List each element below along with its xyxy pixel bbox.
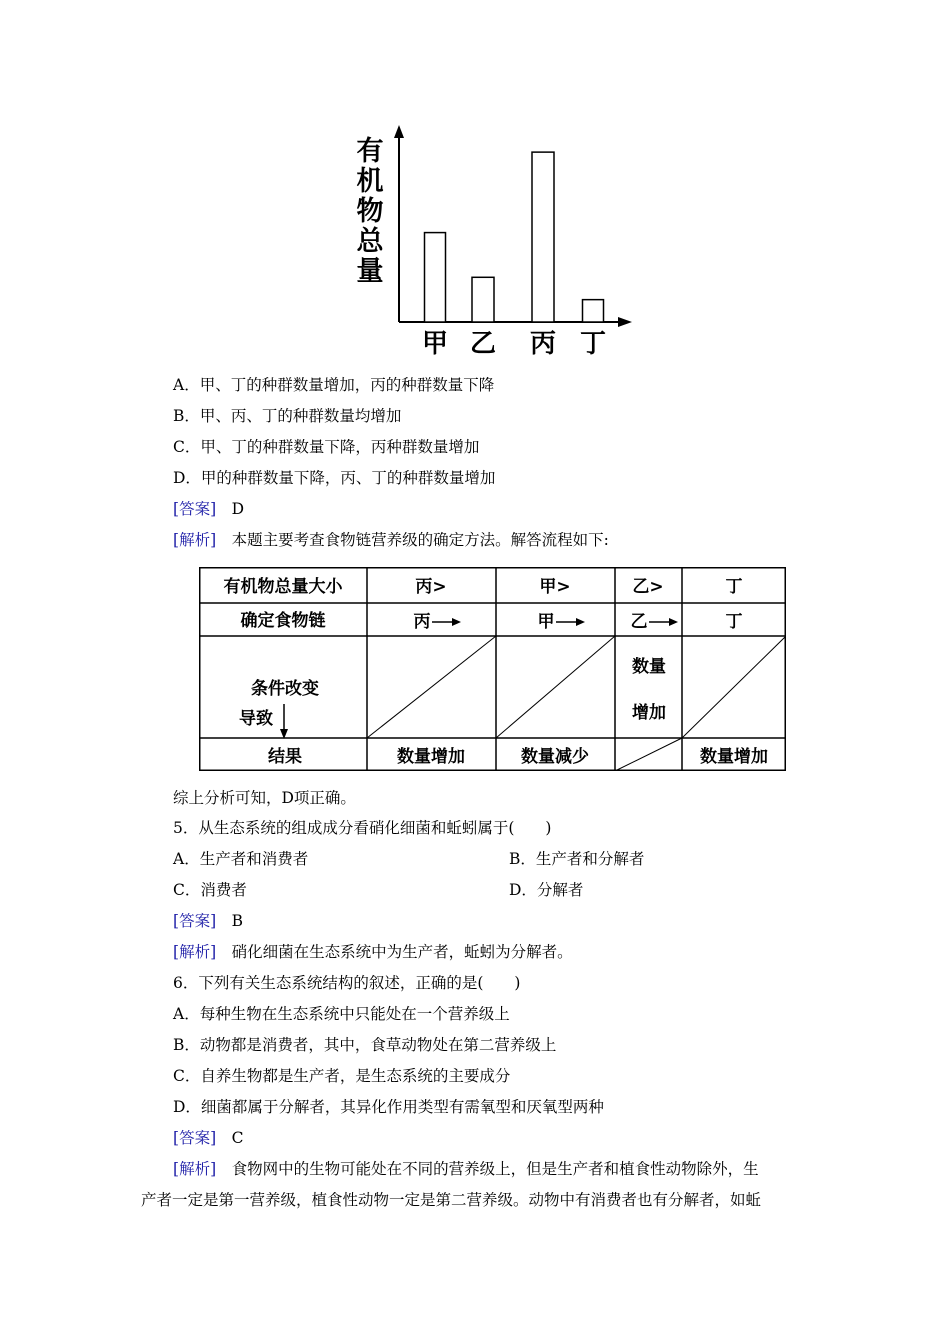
y-axis-label-char: 机 (356, 166, 384, 197)
answer-tag: [ 答案 ] (173, 1129, 216, 1147)
y-axis-label (357, 136, 385, 287)
bar-乙 (472, 277, 494, 322)
x-tick-label: 乙 (469, 329, 497, 359)
row4-label: 结果 (268, 747, 302, 767)
row4-cell: 数量减少 (521, 747, 589, 767)
q6-answer (173, 1128, 244, 1148)
q5-analysis (173, 942, 573, 962)
x-tick-label: 丁 (579, 329, 607, 359)
q5-option-a: A．生产者和消费者 (173, 850, 309, 868)
chain-arrow-head (576, 618, 585, 626)
q4-conclusion: 综上分析可知，D项正确。 (173, 789, 356, 807)
q4-option-d: D．甲的种群数量下降，丙、丁的种群数量增加 (173, 469, 496, 487)
row2-label: 确定食物链 (240, 611, 326, 631)
bar-chart (350, 120, 650, 365)
analysis-tag: [ 解析 ] (173, 943, 216, 961)
x-axis-arrow (618, 317, 632, 327)
analysis-text: 本题主要考查食物链营养级的确定方法。解答流程如下: (231, 531, 609, 549)
analysis-tag: [ 解析 ] (173, 531, 216, 549)
row1-cell: 乙> (632, 577, 664, 597)
bar-丁 (583, 300, 604, 322)
q4-option-a: A．甲、丁的种群数量增加，丙的种群数量下降 (173, 376, 495, 394)
row1-label: 有机物总量大小 (223, 577, 343, 597)
row3-label-a: 条件改变 (251, 679, 319, 699)
row2-cell: 甲 (537, 612, 555, 632)
y-axis-label-char: 总 (356, 226, 384, 257)
q6-analysis-line1 (173, 1159, 759, 1179)
row1-cell: 甲> (539, 577, 571, 597)
q5-answer (173, 911, 243, 931)
y-axis-label-char: 物 (356, 196, 384, 227)
answer-value: C (231, 1129, 244, 1147)
x-tick-label: 丙 (529, 329, 557, 359)
q5-stem: 5．从生态系统的组成成分看硝化细菌和蚯蚓属于( ) (173, 819, 552, 837)
q5-option-d: D．分解者 (509, 881, 584, 899)
y-axis-label-char: 有 (356, 136, 384, 167)
empty-cell-diagonal (682, 636, 786, 738)
answer-value: D (231, 500, 245, 518)
q5-option-b: B．生产者和分解者 (509, 850, 645, 868)
bar-丙 (532, 152, 554, 322)
y-axis-label-char: 量 (356, 256, 384, 287)
q6-stem: 6．下列有关生态系统结构的叙述，正确的是( ) (173, 974, 521, 992)
q4-option-b: B．甲、丙、丁的种群数量均增加 (173, 407, 402, 425)
q6-option-c: C．自养生物都是生产者，是生态系统的主要成分 (173, 1067, 511, 1085)
row1-cell: 丁 (725, 577, 743, 597)
q5-option-row (173, 849, 308, 869)
bar-甲 (425, 233, 446, 322)
row4-cell: 数量增加 (700, 747, 768, 767)
row1-cell: 丙> (415, 577, 447, 597)
answer-tag: [ 答案 ] (173, 912, 216, 930)
flow-table (199, 567, 786, 771)
row3-label-b: 导致 (239, 709, 273, 729)
chain-arrow-head (452, 618, 461, 626)
analysis-text: 硝化细菌在生态系统中为生产者，蚯蚓为分解者。 (231, 943, 573, 961)
answer-value: B (231, 912, 244, 930)
y-axis-arrow (394, 125, 404, 138)
row4-cell: 数量增加 (397, 747, 465, 767)
q4-analysis (173, 530, 609, 550)
x-tick-label: 甲 (421, 329, 449, 359)
analysis-tag: [ 解析 ] (173, 1160, 216, 1178)
chain-arrow-head (669, 618, 678, 626)
q4-answer (173, 499, 244, 519)
analysis-text: 食物网中的生物可能处在不同的营养级上，但是生产者和植食性动物除外，生 (231, 1160, 759, 1178)
q5-option-c: C．消费者 (173, 881, 247, 899)
row2-cell: 乙 (630, 612, 648, 632)
q6-analysis-line2: 产者一定是第一营养级，植食性动物一定是第二营养级。动物中有消费者也有分解者，如蚯 (141, 1191, 762, 1209)
q6-option-b: B．动物都是消费者，其中，食草动物处在第二营养级上 (173, 1036, 557, 1054)
q6-option-a: A．每种生物在生态系统中只能处在一个营养级上 (173, 1005, 510, 1023)
answer-tag: [ 答案 ] (173, 500, 216, 518)
empty-cell-diagonal (615, 738, 682, 771)
empty-cell-diagonal (496, 636, 615, 738)
row2-cell: 丙 (413, 612, 431, 632)
q4-option-c: C．甲、丁的种群数量下降，丙种群数量增加 (173, 438, 480, 456)
row2-cell: 丁 (725, 612, 743, 632)
empty-cell-diagonal (367, 636, 496, 738)
q6-option-d: D．细菌都属于分解者，其异化作用类型有需氧型和厌氧型两种 (173, 1098, 604, 1116)
row3-cell-a: 数量 (632, 657, 666, 677)
row3-cell-b: 增加 (632, 703, 666, 723)
